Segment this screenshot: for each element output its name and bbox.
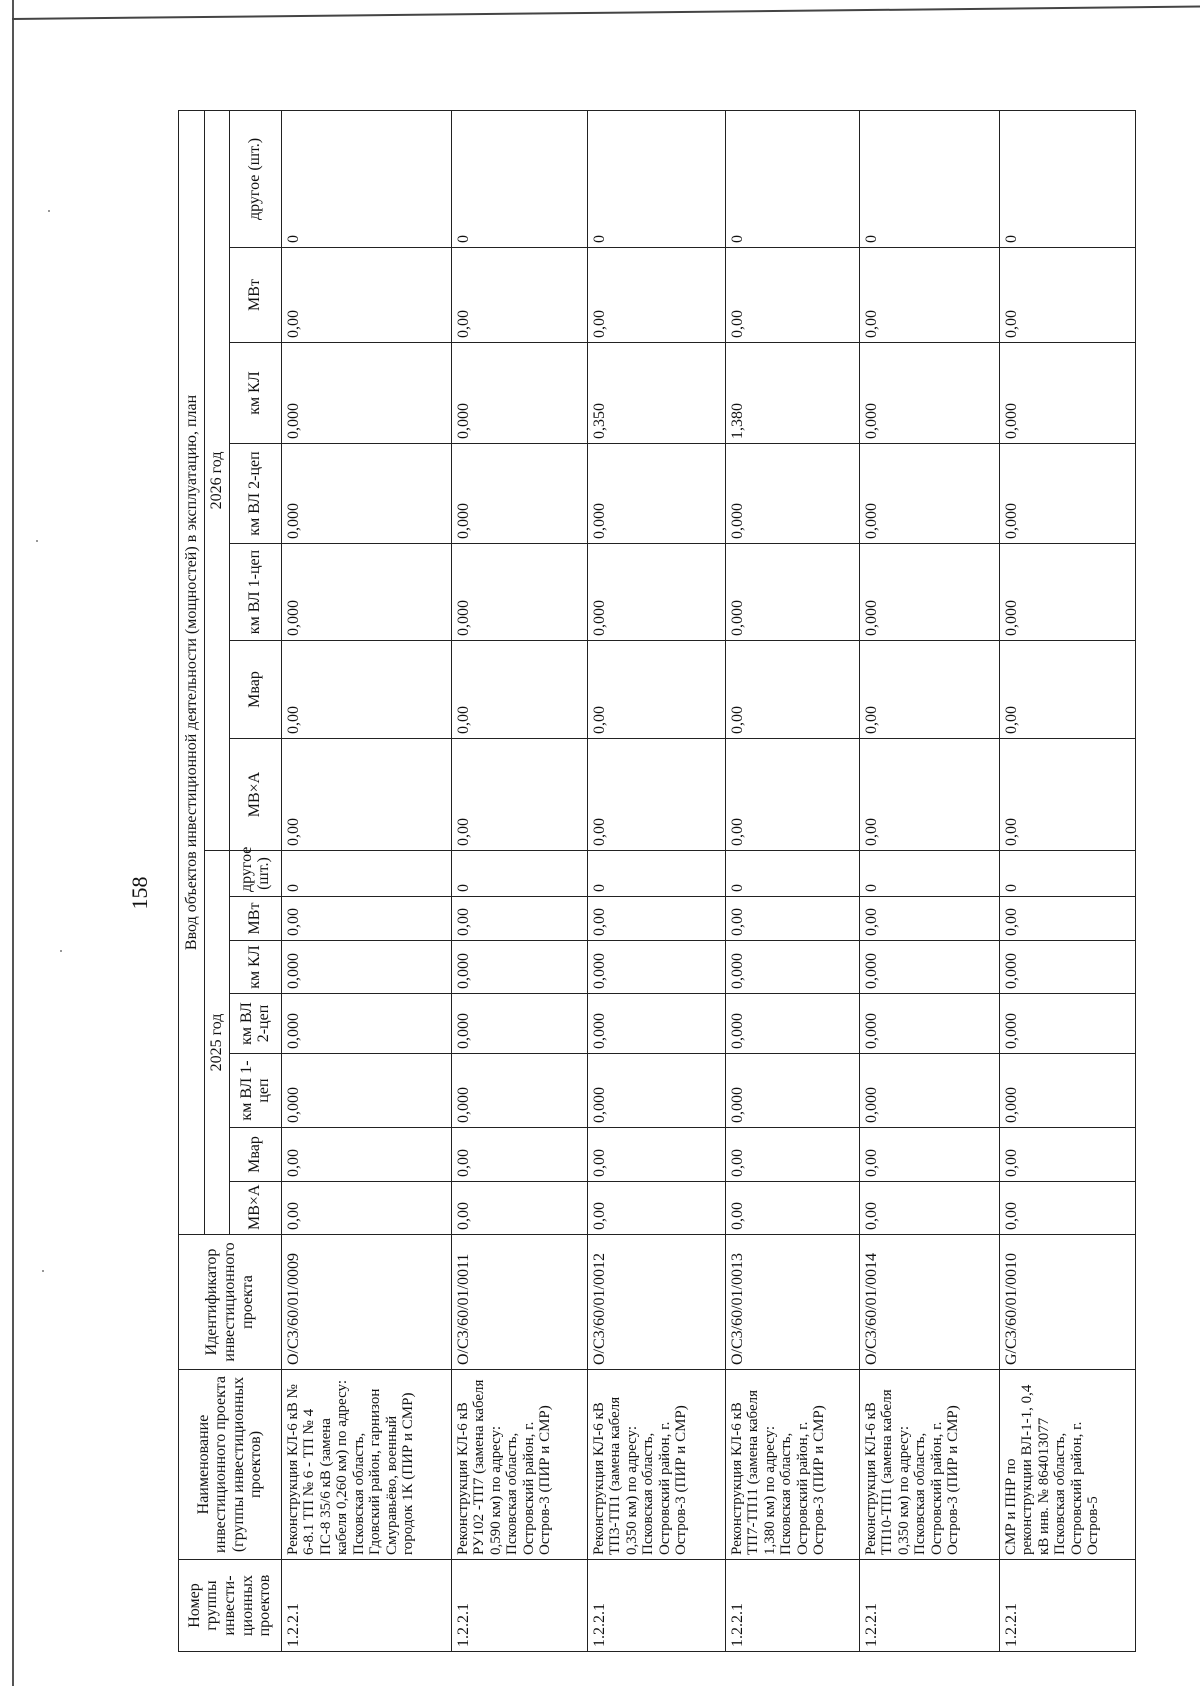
- cell-2026-mvar: 0,00: [587, 641, 725, 739]
- cell-2025-vl2: 0,000: [725, 994, 859, 1054]
- header-year-2026: 2026 год: [205, 110, 230, 850]
- cell-project-name: Реконструкция КЛ-6 кВ РУ102 -ТП7 (замена кабеля 0,590 км) по адресу: Псковская область, Островский район, г. Остров-3 (ПИР и СМР): [451, 1370, 587, 1560]
- table-row: [281, 110, 451, 1651]
- cell-2026-kl: 1,380: [725, 343, 859, 444]
- scan-edge-top: [12, 0, 1200, 20]
- scan-edge-left: [12, 0, 14, 1686]
- cell-2025-mva: 0,00: [999, 1182, 1135, 1235]
- cell-2026-vl1: 0,000: [281, 544, 451, 641]
- header-unit: другое (шт.): [229, 851, 281, 897]
- cell-project-id: O/C3/60/01/0011: [451, 1235, 587, 1370]
- cell-2025-vl1: 0,000: [281, 1054, 451, 1128]
- cell-2026-vl2: 0,000: [281, 444, 451, 544]
- table-row: [587, 110, 725, 1651]
- cell-group: 1.2.2.1: [281, 1560, 451, 1652]
- cell-2026-kl: 0,000: [451, 343, 587, 444]
- cell-2026-mw: 0,00: [281, 248, 451, 343]
- cell-2026-mva: 0,00: [451, 739, 587, 851]
- cell-project-name: Реконструкция КЛ-6 кВ ТП7-ТП11 (замена кабеля 1,380 км) по адресу: Псковская область, Островский район, г. Остров-3 (ПИР и СМР): [725, 1370, 859, 1560]
- cell-2025-vl1: 0,000: [725, 1054, 859, 1128]
- cell-2025-kl: 0,000: [999, 941, 1135, 994]
- cell-2025-mvar: 0,00: [451, 1128, 587, 1182]
- header-unit: МВт: [229, 248, 281, 343]
- cell-2025-other: 0: [999, 851, 1135, 897]
- cell-2026-mvar: 0,00: [859, 641, 999, 739]
- cell-2025-mw: 0,00: [587, 897, 725, 941]
- table-row: [999, 110, 1135, 1651]
- cell-2026-mva: 0,00: [587, 739, 725, 851]
- cell-2026-mva: 0,00: [859, 739, 999, 851]
- header-unit: МВ×А: [229, 1182, 281, 1235]
- cell-2025-mva: 0,00: [725, 1182, 859, 1235]
- cell-project-id: O/C3/60/01/0014: [859, 1235, 999, 1370]
- cell-2025-mw: 0,00: [451, 897, 587, 941]
- cell-2026-mvar: 0,00: [281, 641, 451, 739]
- cell-2025-kl: 0,000: [587, 941, 725, 994]
- cell-2025-mw: 0,00: [281, 897, 451, 941]
- cell-group: 1.2.2.1: [859, 1560, 999, 1652]
- cell-2025-other: 0: [725, 851, 859, 897]
- cell-2025-mw: 0,00: [859, 897, 999, 941]
- cell-2026-mva: 0,00: [999, 739, 1135, 851]
- cell-2026-mw: 0,00: [451, 248, 587, 343]
- cell-2025-mva: 0,00: [587, 1182, 725, 1235]
- header-year-2025: 2025 год: [205, 851, 230, 1235]
- cell-2026-vl1: 0,000: [725, 544, 859, 641]
- cell-2025-vl1: 0,000: [999, 1054, 1135, 1128]
- cell-2026-mva: 0,00: [725, 739, 859, 851]
- header-project-name: Наименование инвестиционного проекта (группы инвестиционных проектов): [179, 1370, 282, 1560]
- cell-2026-kl: 0,000: [859, 343, 999, 444]
- cell-2025-mw: 0,00: [999, 897, 1135, 941]
- cell-2026-vl2: 0,000: [451, 444, 587, 544]
- header-commissioning: Ввод объектов инвестиционной деятельности (мощностей) в эксплуатацию, план: [179, 110, 205, 1234]
- cell-project-name: Реконструкция КЛ-6 кВ ТП3-ТП1 (замена кабеля 0,350 км) по адресу: Псковская область, Островский район, г. Остров-3 (ПИР и СМР): [587, 1370, 725, 1560]
- header-unit: другое (шт.): [229, 110, 281, 247]
- cell-2025-mvar: 0,00: [999, 1128, 1135, 1182]
- table-row: [725, 110, 859, 1651]
- header-project-id: Идентификатор инвестиционного проекта: [179, 1235, 282, 1370]
- cell-2026-vl2: 0,000: [859, 444, 999, 544]
- cell-2026-mva: 0,00: [281, 739, 451, 851]
- cell-2026-other: 0: [999, 110, 1135, 247]
- cell-project-id: O/C3/60/01/0012: [587, 1235, 725, 1370]
- cell-2026-vl1: 0,000: [587, 544, 725, 641]
- cell-2025-vl1: 0,000: [451, 1054, 587, 1128]
- cell-2025-other: 0: [859, 851, 999, 897]
- cell-2026-vl1: 0,000: [451, 544, 587, 641]
- cell-2025-other: 0: [587, 851, 725, 897]
- cell-group: 1.2.2.1: [451, 1560, 587, 1652]
- cell-2025-mvar: 0,00: [587, 1128, 725, 1182]
- cell-2025-vl1: 0,000: [587, 1054, 725, 1128]
- cell-group: 1.2.2.1: [587, 1560, 725, 1652]
- table-body: [281, 110, 1135, 1651]
- header-unit: МВ×А: [229, 739, 281, 851]
- cell-2026-vl2: 0,000: [999, 444, 1135, 544]
- cell-2025-mw: 0,00: [725, 897, 859, 941]
- cell-2026-other: 0: [281, 110, 451, 247]
- header-unit: км ВЛ 1-цеп: [229, 1054, 281, 1128]
- cell-project-name: СМР и ПНР по реконструкции ВЛ-1-1, 0,4 кВ инв. № 864013077 Псковская область, Островский район, г. Остров-5: [999, 1370, 1135, 1560]
- cell-2026-vl2: 0,000: [587, 444, 725, 544]
- cell-2025-vl2: 0,000: [281, 994, 451, 1054]
- cell-2026-mvar: 0,00: [999, 641, 1135, 739]
- cell-2026-kl: 0,350: [587, 343, 725, 444]
- cell-2025-vl2: 0,000: [451, 994, 587, 1054]
- cell-project-id: O/C3/60/01/0009: [281, 1235, 451, 1370]
- cell-2026-other: 0: [587, 110, 725, 247]
- cell-2026-kl: 0,000: [999, 343, 1135, 444]
- cell-2026-vl1: 0,000: [999, 544, 1135, 641]
- cell-2026-vl2: 0,000: [725, 444, 859, 544]
- cell-project-name: Реконструкция КЛ-6 кВ ТП10-ТП1 (замена кабеля 0,350 км) по адресу: Псковская область, Островский район, г. Остров-3 (ПИР и СМР): [859, 1370, 999, 1560]
- cell-2025-vl2: 0,000: [859, 994, 999, 1054]
- scan-speck: [48, 210, 50, 212]
- rotated-table-wrapper: [178, 111, 1130, 1652]
- cell-group: 1.2.2.1: [725, 1560, 859, 1652]
- cell-project-id: O/C3/60/01/0013: [725, 1235, 859, 1370]
- cell-2026-mw: 0,00: [999, 248, 1135, 343]
- header-group-number: Номер группы инвести-ционных проектов: [179, 1560, 282, 1652]
- cell-2025-kl: 0,000: [281, 941, 451, 994]
- cell-project-id: G/C3/60/01/0010: [999, 1235, 1135, 1370]
- scan-speck: [60, 950, 62, 952]
- cell-2025-mva: 0,00: [281, 1182, 451, 1235]
- cell-2026-other: 0: [859, 110, 999, 247]
- cell-2025-vl2: 0,000: [587, 994, 725, 1054]
- header-unit: км КЛ: [229, 343, 281, 444]
- cell-2025-vl2: 0,000: [999, 994, 1135, 1054]
- header-unit: км ВЛ 1-цеп: [229, 544, 281, 641]
- table-row: [451, 110, 587, 1651]
- cell-2026-kl: 0,000: [281, 343, 451, 444]
- scan-speck: [42, 1270, 44, 1272]
- investment-table: [178, 110, 1136, 1652]
- cell-2025-mvar: 0,00: [725, 1128, 859, 1182]
- header-unit: МВт: [229, 897, 281, 941]
- cell-2026-other: 0: [451, 110, 587, 247]
- cell-2025-other: 0: [281, 851, 451, 897]
- cell-2025-other: 0: [451, 851, 587, 897]
- page-number: 158: [127, 876, 152, 910]
- cell-2026-other: 0: [725, 110, 859, 247]
- header-unit: км ВЛ 2-цеп: [229, 994, 281, 1054]
- cell-2025-mva: 0,00: [451, 1182, 587, 1235]
- header-unit: км КЛ: [229, 941, 281, 994]
- header-unit: Мвар: [229, 1128, 281, 1182]
- cell-2025-mva: 0,00: [859, 1182, 999, 1235]
- cell-project-name: Реконструкция КЛ-6 кВ № 6-8.1 ТП № 6 - ТП № 4 ПС-8 35/6 кВ (замена кабеля 0,260 км) по адресу: Псковская область, Гдовский район, гарнизон Смуравьёво, военный городок 1К (ПИР и СМР): [281, 1370, 451, 1560]
- header-unit: км ВЛ 2-цеп: [229, 444, 281, 544]
- table-row: [859, 110, 999, 1651]
- cell-2026-mw: 0,00: [587, 248, 725, 343]
- cell-2025-vl1: 0,000: [859, 1054, 999, 1128]
- header-unit: Мвар: [229, 641, 281, 739]
- cell-group: 1.2.2.1: [999, 1560, 1135, 1652]
- cell-2025-mvar: 0,00: [859, 1128, 999, 1182]
- cell-2026-vl1: 0,000: [859, 544, 999, 641]
- scan-speck: [36, 540, 38, 542]
- cell-2026-mvar: 0,00: [451, 641, 587, 739]
- cell-2026-mw: 0,00: [859, 248, 999, 343]
- cell-2025-kl: 0,000: [451, 941, 587, 994]
- cell-2025-kl: 0,000: [859, 941, 999, 994]
- cell-2025-kl: 0,000: [725, 941, 859, 994]
- cell-2026-mw: 0,00: [725, 248, 859, 343]
- cell-2025-mvar: 0,00: [281, 1128, 451, 1182]
- cell-2026-mvar: 0,00: [725, 641, 859, 739]
